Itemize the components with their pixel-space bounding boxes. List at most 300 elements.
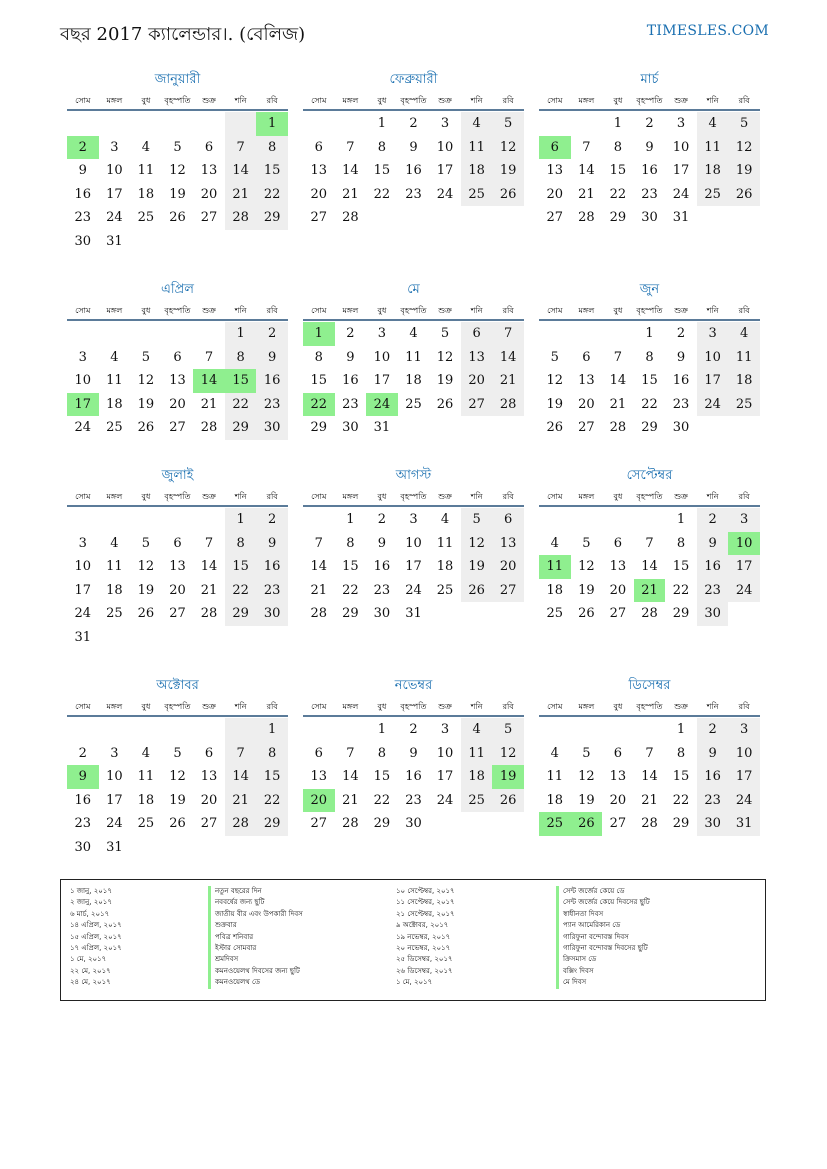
day-cell[interactable]: 27 bbox=[310, 210, 328, 225]
day-cell[interactable]: 30 bbox=[74, 233, 92, 249]
day-cell[interactable]: 11 bbox=[137, 769, 155, 784]
day-cell[interactable]: 19 bbox=[578, 792, 595, 808]
day-cell[interactable]: 25 bbox=[697, 183, 729, 207]
day-cell[interactable]: 21 bbox=[342, 186, 359, 202]
day-cell[interactable]: 8 bbox=[225, 532, 257, 556]
day-cell[interactable]: 24 bbox=[697, 393, 729, 417]
day-cell[interactable]: 2 bbox=[256, 322, 288, 346]
day-cell[interactable]: 31 bbox=[106, 233, 123, 249]
day-cell[interactable]: 23 bbox=[697, 789, 729, 813]
day-cell[interactable]: 13 bbox=[609, 559, 627, 574]
day-cell[interactable]: 6 bbox=[461, 322, 493, 346]
day-cell[interactable]: 29 bbox=[641, 420, 658, 435]
day-cell[interactable]: 2 bbox=[676, 326, 686, 341]
day-cell[interactable]: 26 bbox=[436, 396, 454, 412]
day-cell[interactable]: 19 bbox=[169, 186, 186, 202]
day-cell[interactable]: 7 bbox=[492, 322, 524, 346]
day-cell[interactable]: 4 bbox=[141, 745, 151, 761]
day-cell[interactable]: 25 bbox=[137, 210, 155, 225]
day-cell[interactable]: 10 bbox=[106, 769, 123, 784]
day-cell[interactable]: 7 bbox=[314, 535, 323, 551]
day-cell[interactable]: 5 bbox=[492, 112, 524, 136]
day-cell[interactable]: 23 bbox=[342, 396, 359, 412]
day-cell[interactable]: 18 bbox=[106, 396, 123, 412]
day-cell[interactable]: 22 bbox=[672, 792, 690, 808]
day-cell[interactable]: 26 bbox=[578, 606, 595, 621]
day-cell[interactable]: 8 bbox=[314, 349, 323, 365]
day-cell[interactable]: 1 bbox=[613, 116, 623, 131]
day-cell[interactable]: 12 bbox=[546, 373, 564, 388]
day-cell[interactable]: 11 bbox=[405, 349, 422, 365]
day-cell[interactable]: 19 bbox=[436, 373, 454, 388]
day-cell[interactable]: 2 bbox=[697, 718, 729, 742]
day-cell[interactable]: 4 bbox=[110, 535, 119, 551]
day-cell[interactable]: 21 bbox=[492, 369, 524, 393]
day-cell[interactable]: 26 bbox=[137, 606, 155, 621]
day-cell[interactable]: 20 bbox=[609, 582, 627, 598]
day-cell[interactable]: 3 bbox=[110, 139, 119, 155]
day-cell[interactable]: 29 bbox=[342, 606, 359, 621]
day-cell[interactable]: 1 bbox=[676, 722, 686, 737]
day-cell[interactable]: 21 bbox=[609, 396, 627, 412]
day-cell[interactable]: 4 bbox=[409, 326, 418, 341]
day-cell[interactable]: 18 bbox=[697, 159, 729, 183]
day-cell[interactable]: 22 bbox=[256, 789, 288, 813]
day-cell[interactable]: 5 bbox=[440, 326, 450, 341]
holiday-day-cell[interactable]: 10 bbox=[728, 532, 760, 556]
day-cell[interactable]: 29 bbox=[256, 812, 288, 836]
day-cell[interactable]: 18 bbox=[137, 186, 155, 202]
day-cell[interactable]: 10 bbox=[672, 139, 690, 155]
day-cell[interactable]: 6 bbox=[173, 349, 182, 365]
day-cell[interactable]: 23 bbox=[672, 396, 690, 412]
day-cell[interactable]: 30 bbox=[342, 420, 359, 435]
day-cell[interactable]: 17 bbox=[672, 163, 690, 178]
day-cell[interactable]: 23 bbox=[373, 582, 391, 598]
day-cell[interactable]: 30 bbox=[373, 606, 391, 621]
day-cell[interactable]: 25 bbox=[106, 420, 123, 435]
day-cell[interactable]: 26 bbox=[728, 183, 760, 207]
holiday-day-cell[interactable]: 1 bbox=[256, 112, 288, 136]
day-cell[interactable]: 19 bbox=[137, 582, 155, 598]
day-cell[interactable]: 28 bbox=[225, 206, 257, 230]
day-cell[interactable]: 27 bbox=[609, 606, 627, 621]
day-cell[interactable]: 18 bbox=[546, 792, 564, 808]
day-cell[interactable]: 15 bbox=[256, 765, 288, 789]
day-cell[interactable]: 7 bbox=[225, 742, 257, 766]
day-cell[interactable]: 25 bbox=[137, 816, 155, 831]
day-cell[interactable]: 14 bbox=[342, 769, 359, 784]
day-cell[interactable]: 28 bbox=[200, 420, 218, 435]
day-cell[interactable]: 25 bbox=[436, 582, 454, 598]
day-cell[interactable]: 24 bbox=[436, 186, 454, 202]
day-cell[interactable]: 22 bbox=[609, 186, 627, 202]
day-cell[interactable]: 3 bbox=[409, 512, 418, 527]
day-cell[interactable]: 9 bbox=[377, 535, 387, 551]
day-cell[interactable]: 6 bbox=[582, 349, 591, 365]
day-cell[interactable]: 24 bbox=[405, 582, 422, 598]
holiday-day-cell[interactable]: 24 bbox=[366, 393, 398, 417]
day-cell[interactable]: 6 bbox=[314, 745, 323, 761]
day-cell[interactable]: 26 bbox=[492, 789, 524, 813]
day-cell[interactable]: 11 bbox=[461, 136, 493, 160]
day-cell[interactable]: 11 bbox=[728, 346, 760, 370]
day-cell[interactable]: 12 bbox=[492, 136, 524, 160]
day-cell[interactable]: 25 bbox=[461, 789, 493, 813]
day-cell[interactable]: 26 bbox=[169, 210, 186, 225]
day-cell[interactable]: 28 bbox=[492, 393, 524, 417]
day-cell[interactable]: 17 bbox=[728, 765, 760, 789]
day-cell[interactable]: 2 bbox=[409, 116, 418, 131]
day-cell[interactable]: 20 bbox=[492, 555, 524, 579]
day-cell[interactable]: 22 bbox=[373, 186, 391, 202]
day-cell[interactable]: 7 bbox=[613, 349, 623, 365]
day-cell[interactable]: 1 bbox=[346, 512, 355, 527]
day-cell[interactable]: 22 bbox=[641, 396, 658, 412]
day-cell[interactable]: 17 bbox=[373, 373, 391, 388]
day-cell[interactable]: 28 bbox=[641, 816, 658, 831]
day-cell[interactable]: 8 bbox=[676, 745, 686, 761]
day-cell[interactable]: 9 bbox=[409, 139, 418, 155]
day-cell[interactable]: 24 bbox=[74, 606, 92, 621]
day-cell[interactable]: 3 bbox=[78, 349, 87, 365]
day-cell[interactable]: 16 bbox=[672, 373, 690, 388]
day-cell[interactable]: 7 bbox=[645, 535, 654, 551]
day-cell[interactable]: 15 bbox=[373, 769, 391, 784]
day-cell[interactable]: 3 bbox=[440, 722, 450, 737]
day-cell[interactable]: 10 bbox=[405, 535, 422, 551]
day-cell[interactable]: 3 bbox=[676, 116, 686, 131]
day-cell[interactable]: 1 bbox=[676, 512, 686, 527]
day-cell[interactable]: 24 bbox=[728, 789, 760, 813]
day-cell[interactable]: 4 bbox=[697, 112, 729, 136]
day-cell[interactable]: 26 bbox=[461, 579, 493, 603]
day-cell[interactable]: 13 bbox=[310, 163, 328, 178]
day-cell[interactable]: 9 bbox=[676, 349, 686, 365]
day-cell[interactable]: 15 bbox=[672, 769, 690, 784]
day-cell[interactable]: 1 bbox=[377, 116, 387, 131]
day-cell[interactable]: 18 bbox=[728, 369, 760, 393]
day-cell[interactable]: 23 bbox=[405, 792, 422, 808]
day-cell[interactable]: 16 bbox=[342, 373, 359, 388]
day-cell[interactable]: 5 bbox=[492, 718, 524, 742]
day-cell[interactable]: 4 bbox=[550, 745, 559, 761]
day-cell[interactable]: 26 bbox=[546, 420, 564, 435]
day-cell[interactable]: 27 bbox=[200, 210, 218, 225]
day-cell[interactable]: 23 bbox=[256, 393, 288, 417]
day-cell[interactable]: 13 bbox=[169, 559, 186, 574]
day-cell[interactable]: 28 bbox=[641, 606, 658, 621]
day-cell[interactable]: 18 bbox=[405, 373, 422, 388]
day-cell[interactable]: 14 bbox=[200, 559, 218, 574]
day-cell[interactable]: 15 bbox=[641, 373, 658, 388]
day-cell[interactable]: 16 bbox=[373, 559, 391, 574]
day-cell[interactable]: 17 bbox=[405, 559, 422, 574]
day-cell[interactable]: 29 bbox=[609, 210, 627, 225]
day-cell[interactable]: 7 bbox=[204, 349, 214, 365]
day-cell[interactable]: 12 bbox=[137, 559, 155, 574]
day-cell[interactable]: 7 bbox=[346, 745, 355, 761]
day-cell[interactable]: 14 bbox=[641, 769, 658, 784]
day-cell[interactable]: 23 bbox=[405, 186, 422, 202]
day-cell[interactable]: 22 bbox=[373, 792, 391, 808]
day-cell[interactable]: 21 bbox=[225, 183, 257, 207]
day-cell[interactable]: 24 bbox=[106, 816, 123, 831]
day-cell[interactable]: 25 bbox=[461, 183, 493, 207]
day-cell[interactable]: 27 bbox=[169, 606, 186, 621]
day-cell[interactable]: 8 bbox=[256, 742, 288, 766]
day-cell[interactable]: 29 bbox=[672, 816, 690, 831]
holiday-day-cell[interactable]: 25 bbox=[539, 812, 571, 836]
day-cell[interactable]: 7 bbox=[225, 136, 257, 160]
day-cell[interactable]: 5 bbox=[582, 745, 591, 761]
day-cell[interactable]: 13 bbox=[169, 373, 186, 388]
day-cell[interactable]: 16 bbox=[256, 369, 288, 393]
day-cell[interactable]: 2 bbox=[346, 326, 355, 341]
day-cell[interactable]: 5 bbox=[550, 349, 559, 365]
day-cell[interactable]: 29 bbox=[672, 606, 690, 621]
holiday-day-cell[interactable]: 14 bbox=[193, 369, 225, 393]
day-cell[interactable]: 17 bbox=[728, 555, 760, 579]
day-cell[interactable]: 3 bbox=[728, 508, 760, 532]
day-cell[interactable]: 20 bbox=[200, 186, 218, 202]
day-cell[interactable]: 7 bbox=[645, 745, 654, 761]
day-cell[interactable]: 28 bbox=[342, 210, 359, 225]
day-cell[interactable]: 31 bbox=[405, 606, 422, 621]
day-cell[interactable]: 30 bbox=[697, 602, 729, 626]
day-cell[interactable]: 12 bbox=[492, 742, 524, 766]
day-cell[interactable]: 14 bbox=[342, 163, 359, 178]
day-cell[interactable]: 14 bbox=[609, 373, 627, 388]
day-cell[interactable]: 24 bbox=[728, 579, 760, 603]
day-cell[interactable]: 3 bbox=[697, 322, 729, 346]
day-cell[interactable]: 26 bbox=[137, 420, 155, 435]
day-cell[interactable]: 26 bbox=[169, 816, 186, 831]
day-cell[interactable]: 8 bbox=[645, 349, 654, 365]
day-cell[interactable]: 5 bbox=[141, 349, 151, 365]
holiday-day-cell[interactable]: 22 bbox=[303, 393, 335, 417]
day-cell[interactable]: 13 bbox=[200, 769, 218, 784]
day-cell[interactable]: 8 bbox=[346, 535, 355, 551]
day-cell[interactable]: 16 bbox=[697, 555, 729, 579]
day-cell[interactable]: 9 bbox=[697, 742, 729, 766]
day-cell[interactable]: 6 bbox=[613, 535, 623, 551]
day-cell[interactable]: 27 bbox=[461, 393, 493, 417]
day-cell[interactable]: 2 bbox=[377, 512, 387, 527]
day-cell[interactable]: 27 bbox=[578, 420, 595, 435]
day-cell[interactable]: 4 bbox=[141, 139, 151, 155]
day-cell[interactable]: 15 bbox=[310, 373, 328, 388]
day-cell[interactable]: 9 bbox=[78, 163, 87, 178]
day-cell[interactable]: 8 bbox=[225, 346, 257, 370]
day-cell[interactable]: 1 bbox=[225, 508, 257, 532]
day-cell[interactable]: 22 bbox=[342, 582, 359, 598]
holiday-day-cell[interactable]: 2 bbox=[67, 136, 99, 160]
day-cell[interactable]: 2 bbox=[256, 508, 288, 532]
day-cell[interactable]: 5 bbox=[728, 112, 760, 136]
day-cell[interactable]: 19 bbox=[728, 159, 760, 183]
day-cell[interactable]: 19 bbox=[137, 396, 155, 412]
day-cell[interactable]: 21 bbox=[200, 582, 218, 598]
day-cell[interactable]: 29 bbox=[256, 206, 288, 230]
day-cell[interactable]: 23 bbox=[697, 579, 729, 603]
day-cell[interactable]: 11 bbox=[106, 559, 123, 574]
day-cell[interactable]: 18 bbox=[137, 792, 155, 808]
day-cell[interactable]: 15 bbox=[256, 159, 288, 183]
day-cell[interactable]: 16 bbox=[256, 555, 288, 579]
day-cell[interactable]: 21 bbox=[578, 186, 595, 202]
day-cell[interactable]: 11 bbox=[461, 742, 493, 766]
day-cell[interactable]: 28 bbox=[578, 210, 595, 225]
day-cell[interactable]: 25 bbox=[728, 393, 760, 417]
day-cell[interactable]: 25 bbox=[546, 606, 564, 621]
day-cell[interactable]: 27 bbox=[546, 210, 564, 225]
holiday-day-cell[interactable]: 1 bbox=[303, 322, 335, 346]
day-cell[interactable]: 10 bbox=[436, 139, 454, 155]
day-cell[interactable]: 10 bbox=[728, 742, 760, 766]
day-cell[interactable]: 13 bbox=[546, 163, 564, 178]
day-cell[interactable]: 4 bbox=[550, 535, 559, 551]
day-cell[interactable]: 8 bbox=[256, 136, 288, 160]
day-cell[interactable]: 15 bbox=[373, 163, 391, 178]
holiday-day-cell[interactable]: 20 bbox=[303, 789, 335, 813]
day-cell[interactable]: 21 bbox=[225, 789, 257, 813]
day-cell[interactable]: 15 bbox=[672, 559, 690, 574]
day-cell[interactable]: 22 bbox=[225, 579, 257, 603]
day-cell[interactable]: 9 bbox=[645, 139, 654, 155]
day-cell[interactable]: 5 bbox=[173, 745, 182, 761]
day-cell[interactable]: 6 bbox=[204, 139, 214, 155]
day-cell[interactable]: 24 bbox=[106, 210, 123, 225]
day-cell[interactable]: 29 bbox=[225, 416, 257, 440]
day-cell[interactable]: 20 bbox=[310, 186, 328, 202]
day-cell[interactable]: 5 bbox=[173, 139, 182, 155]
day-cell[interactable]: 15 bbox=[225, 555, 257, 579]
day-cell[interactable]: 19 bbox=[546, 396, 564, 412]
day-cell[interactable]: 14 bbox=[225, 159, 257, 183]
day-cell[interactable]: 30 bbox=[405, 816, 422, 831]
day-cell[interactable]: 16 bbox=[405, 769, 422, 784]
day-cell[interactable]: 7 bbox=[346, 139, 355, 155]
day-cell[interactable]: 31 bbox=[74, 629, 92, 645]
day-cell[interactable]: 20 bbox=[200, 792, 218, 808]
day-cell[interactable]: 13 bbox=[578, 373, 595, 388]
day-cell[interactable]: 24 bbox=[672, 186, 690, 202]
day-cell[interactable]: 12 bbox=[169, 163, 186, 178]
day-cell[interactable]: 2 bbox=[409, 722, 418, 737]
day-cell[interactable]: 30 bbox=[697, 812, 729, 836]
day-cell[interactable]: 16 bbox=[641, 163, 658, 178]
day-cell[interactable]: 19 bbox=[461, 555, 493, 579]
day-cell[interactable]: 11 bbox=[546, 769, 564, 784]
day-cell[interactable]: 31 bbox=[728, 812, 760, 836]
day-cell[interactable]: 9 bbox=[409, 745, 418, 761]
day-cell[interactable]: 18 bbox=[461, 159, 493, 183]
day-cell[interactable]: 3 bbox=[110, 745, 119, 761]
day-cell[interactable]: 6 bbox=[492, 508, 524, 532]
day-cell[interactable]: 12 bbox=[137, 373, 155, 388]
day-cell[interactable]: 11 bbox=[436, 535, 454, 551]
day-cell[interactable]: 10 bbox=[436, 745, 454, 761]
holiday-day-cell[interactable]: 17 bbox=[67, 393, 99, 417]
day-cell[interactable]: 30 bbox=[672, 420, 690, 435]
day-cell[interactable]: 11 bbox=[697, 136, 729, 160]
day-cell[interactable]: 20 bbox=[578, 396, 595, 412]
day-cell[interactable]: 23 bbox=[256, 579, 288, 603]
day-cell[interactable]: 5 bbox=[461, 508, 493, 532]
holiday-day-cell[interactable]: 26 bbox=[571, 812, 603, 836]
day-cell[interactable]: 24 bbox=[74, 420, 92, 435]
day-cell[interactable]: 1 bbox=[645, 326, 654, 341]
day-cell[interactable]: 18 bbox=[436, 559, 454, 574]
day-cell[interactable]: 11 bbox=[106, 373, 123, 388]
day-cell[interactable]: 27 bbox=[609, 816, 627, 831]
day-cell[interactable]: 9 bbox=[697, 532, 729, 556]
day-cell[interactable]: 27 bbox=[310, 816, 328, 831]
day-cell[interactable]: 14 bbox=[578, 163, 595, 178]
day-cell[interactable]: 1 bbox=[256, 718, 288, 742]
day-cell[interactable]: 8 bbox=[676, 535, 686, 551]
day-cell[interactable]: 29 bbox=[373, 816, 391, 831]
day-cell[interactable]: 30 bbox=[641, 210, 658, 225]
day-cell[interactable]: 3 bbox=[728, 718, 760, 742]
day-cell[interactable]: 16 bbox=[74, 186, 92, 202]
day-cell[interactable]: 19 bbox=[492, 159, 524, 183]
day-cell[interactable]: 29 bbox=[310, 420, 328, 435]
day-cell[interactable]: 29 bbox=[225, 602, 257, 626]
day-cell[interactable]: 19 bbox=[169, 792, 186, 808]
day-cell[interactable]: 1 bbox=[377, 722, 387, 737]
day-cell[interactable]: 3 bbox=[78, 535, 87, 551]
day-cell[interactable]: 21 bbox=[342, 792, 359, 808]
day-cell[interactable]: 15 bbox=[342, 559, 359, 574]
day-cell[interactable]: 4 bbox=[110, 349, 119, 365]
day-cell[interactable]: 25 bbox=[405, 396, 422, 412]
day-cell[interactable]: 10 bbox=[74, 559, 92, 574]
day-cell[interactable]: 14 bbox=[310, 559, 328, 574]
day-cell[interactable]: 10 bbox=[106, 163, 123, 178]
day-cell[interactable]: 21 bbox=[200, 396, 218, 412]
day-cell[interactable]: 22 bbox=[225, 393, 257, 417]
day-cell[interactable]: 10 bbox=[74, 373, 92, 388]
day-cell[interactable]: 2 bbox=[697, 508, 729, 532]
day-cell[interactable]: 4 bbox=[461, 112, 493, 136]
day-cell[interactable]: 6 bbox=[613, 745, 623, 761]
day-cell[interactable]: 27 bbox=[200, 816, 218, 831]
holiday-day-cell[interactable]: 9 bbox=[67, 765, 99, 789]
day-cell[interactable]: 17 bbox=[106, 792, 123, 808]
day-cell[interactable]: 17 bbox=[74, 582, 92, 598]
day-cell[interactable]: 18 bbox=[106, 582, 123, 598]
day-cell[interactable]: 12 bbox=[578, 559, 595, 574]
day-cell[interactable]: 31 bbox=[672, 210, 690, 225]
day-cell[interactable]: 14 bbox=[641, 559, 658, 574]
day-cell[interactable]: 28 bbox=[225, 812, 257, 836]
day-cell[interactable]: 19 bbox=[578, 582, 595, 598]
day-cell[interactable]: 2 bbox=[78, 745, 87, 761]
day-cell[interactable]: 6 bbox=[173, 535, 182, 551]
day-cell[interactable]: 4 bbox=[461, 718, 493, 742]
day-cell[interactable]: 13 bbox=[609, 769, 627, 784]
day-cell[interactable]: 17 bbox=[436, 769, 454, 784]
day-cell[interactable]: 30 bbox=[74, 839, 92, 855]
day-cell[interactable]: 6 bbox=[314, 139, 323, 155]
day-cell[interactable]: 20 bbox=[169, 582, 186, 598]
day-cell[interactable]: 25 bbox=[106, 606, 123, 621]
day-cell[interactable]: 2 bbox=[645, 116, 654, 131]
day-cell[interactable]: 8 bbox=[377, 139, 387, 155]
day-cell[interactable]: 10 bbox=[697, 346, 729, 370]
